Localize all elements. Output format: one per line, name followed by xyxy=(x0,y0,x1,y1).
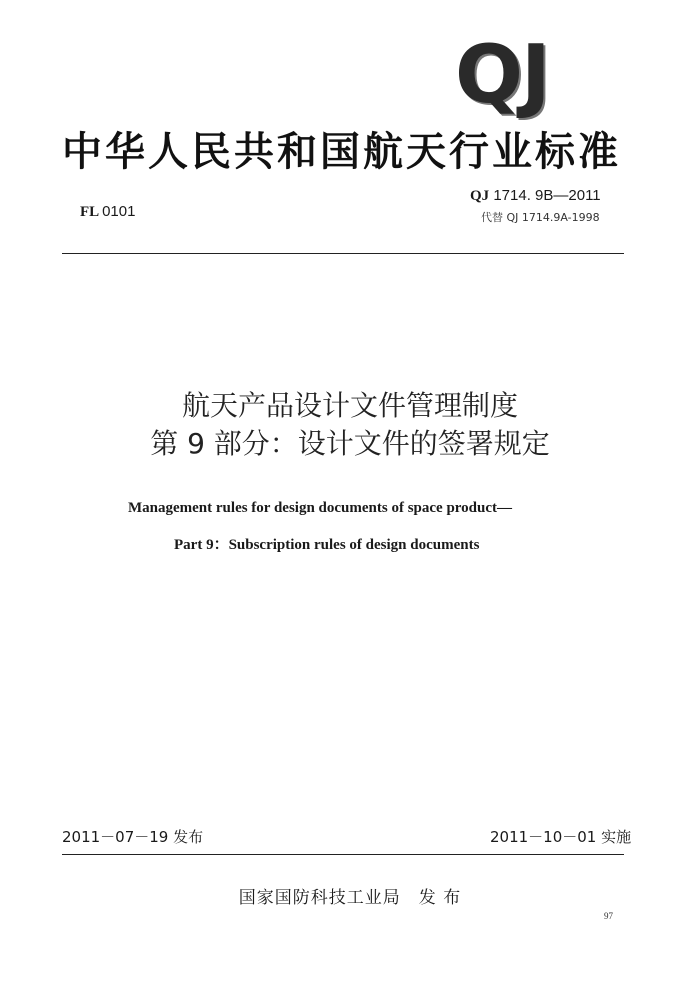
header-divider xyxy=(62,253,624,254)
issue-date: 2011－07－19 发布 xyxy=(62,828,204,846)
standard-number xyxy=(470,187,601,205)
publisher-action: 发 布 xyxy=(418,888,462,908)
classification-code xyxy=(80,203,135,221)
qj-logo: QJ xyxy=(455,28,549,121)
page-number: 97 xyxy=(604,911,613,921)
publisher xyxy=(0,883,700,908)
document-title-en-line2: Part 9：Subscription rules of design documents xyxy=(174,537,480,553)
publisher-name: 国家国防科技工业局 xyxy=(238,888,401,908)
standard-category-title: 中华人民共和国航天行业标准 xyxy=(62,129,621,175)
document-title-en-line1: Management rules for design documents of space product— xyxy=(128,500,513,516)
implementation-date: 2011－10－01 实施 xyxy=(490,828,632,846)
document-title-cn-line1: 航天产品设计文件管理制度 xyxy=(181,389,518,422)
classification-number: 0101 xyxy=(102,203,136,220)
replaces-note: 代替 QJ 1714.9A-1998 xyxy=(481,211,600,224)
footer-divider xyxy=(62,854,624,855)
document-title-cn-line2: 第 9 部分：设计文件的签署规定 xyxy=(150,427,550,460)
classification-prefix: FL xyxy=(80,204,99,220)
standard-number-prefix: QJ xyxy=(470,188,490,204)
standard-number-value: 1714. 9B—2011 xyxy=(493,187,601,204)
